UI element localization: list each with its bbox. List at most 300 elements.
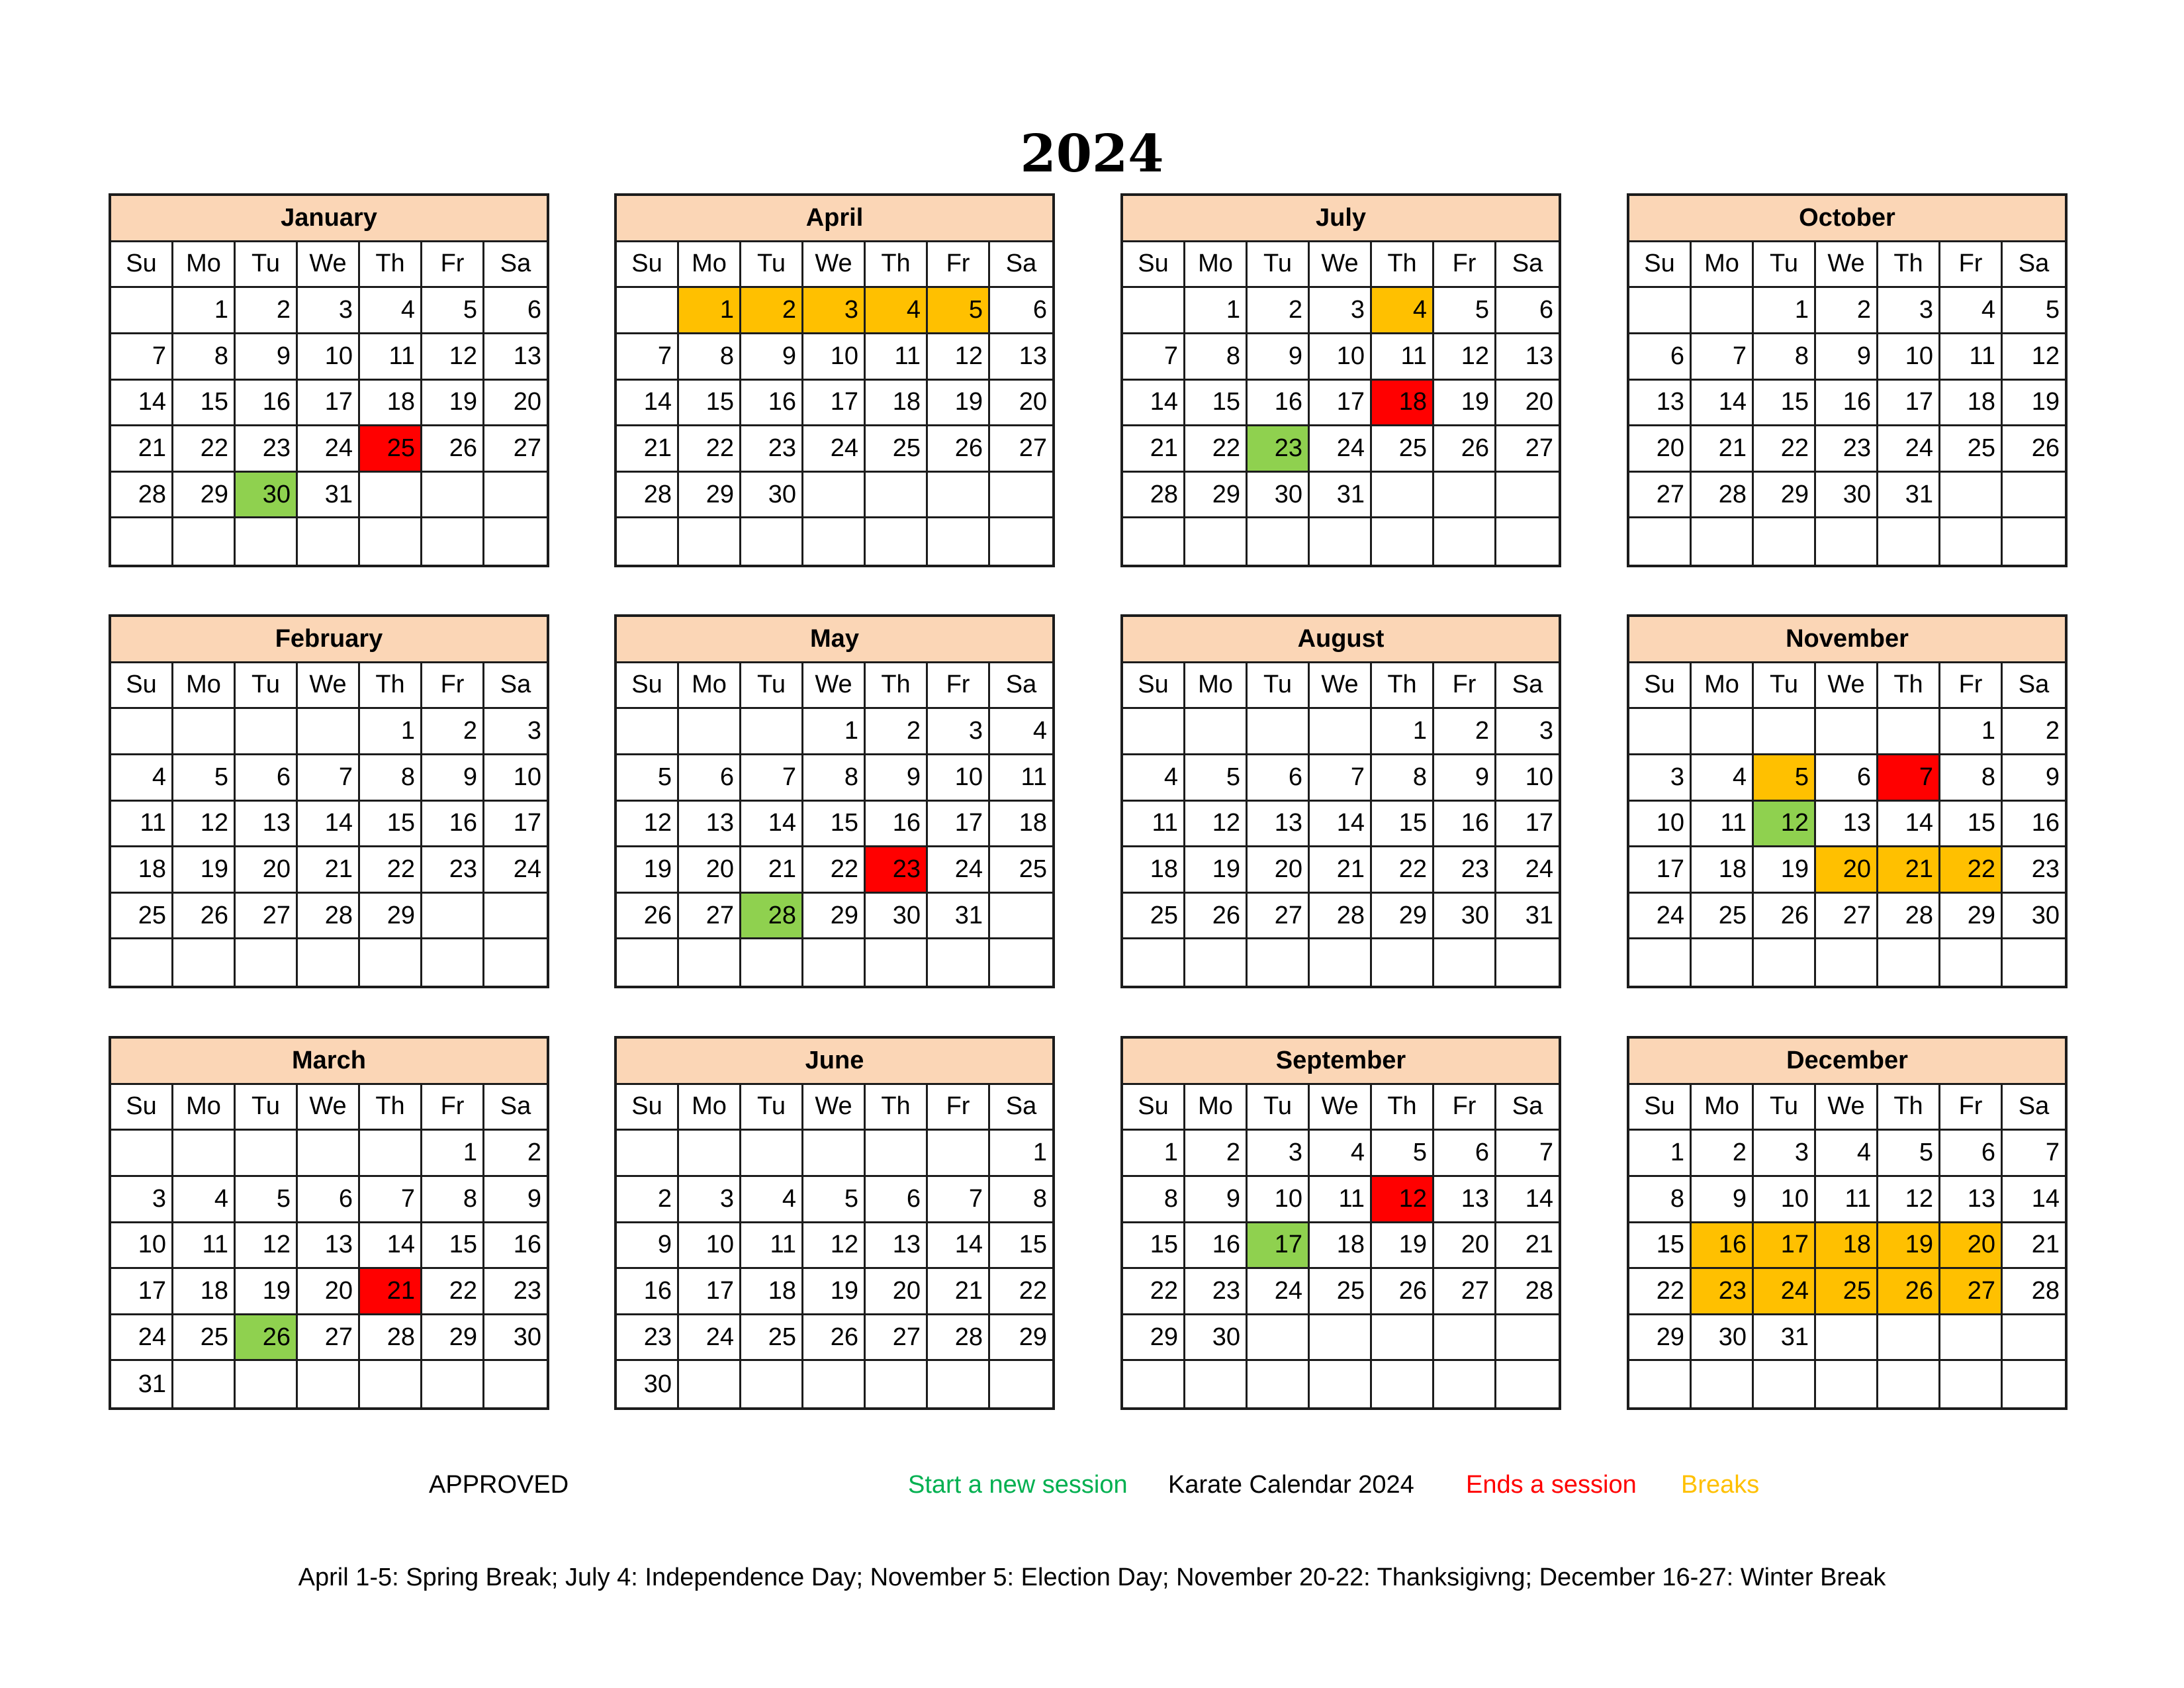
- weekday-label: Th: [1878, 663, 1940, 710]
- day-cell: 17: [928, 802, 990, 848]
- empty-cell: [1310, 518, 1372, 565]
- day-cell: 20: [866, 1269, 928, 1315]
- day-cell: 5: [422, 288, 484, 334]
- weekday-label: Mo: [1692, 663, 1754, 710]
- day-cell: 21: [1496, 1223, 1559, 1270]
- day-cell: 3: [1878, 288, 1940, 334]
- month-name: July: [1123, 196, 1559, 242]
- day-cell: 28: [360, 1315, 422, 1362]
- day-cell: 29: [679, 473, 741, 519]
- empty-cell: [1754, 939, 1816, 986]
- day-cell: 27: [236, 894, 298, 940]
- day-cell: 21: [1123, 426, 1185, 473]
- day-cell: 29: [1185, 473, 1248, 519]
- empty-cell: [1248, 1361, 1310, 1407]
- empty-cell: [1816, 518, 1878, 565]
- day-cell: 14: [1878, 802, 1940, 848]
- day-cell: 16: [484, 1223, 547, 1270]
- day-cell: 1: [1123, 1131, 1185, 1177]
- day-cell: 22: [990, 1269, 1052, 1315]
- day-cell: 20: [236, 847, 298, 894]
- day-cell: 4: [360, 288, 422, 334]
- weekday-label: Mo: [1692, 242, 1754, 289]
- day-cell: 22: [173, 426, 236, 473]
- day-cell: 9: [1185, 1177, 1248, 1223]
- weekday-label: Th: [1372, 663, 1434, 710]
- day-cell: 14: [1123, 381, 1185, 427]
- day-cell: 20: [1940, 1223, 2003, 1270]
- legend-approved: APPROVED: [429, 1471, 569, 1499]
- day-cell: 20: [1434, 1223, 1496, 1270]
- day-cell: 17: [1496, 802, 1559, 848]
- day-cell: 14: [1496, 1177, 1559, 1223]
- empty-cell: [866, 518, 928, 565]
- day-cell: 20: [679, 847, 741, 894]
- day-cell: 6: [1629, 334, 1692, 381]
- day-cell: 10: [298, 334, 360, 381]
- month-name: February: [111, 617, 547, 663]
- day-cell: 18: [173, 1269, 236, 1315]
- day-cell: 12: [1372, 1177, 1434, 1223]
- day-cell: 8: [1629, 1177, 1692, 1223]
- day-cell: 20: [484, 381, 547, 427]
- weekday-label: Su: [1123, 242, 1185, 289]
- day-cell: 24: [1248, 1269, 1310, 1315]
- day-cell: 21: [741, 847, 803, 894]
- day-cell: 13: [298, 1223, 360, 1270]
- day-cell: 16: [1434, 802, 1496, 848]
- weekday-label: Sa: [1496, 1085, 1559, 1131]
- day-cell: 25: [866, 426, 928, 473]
- weekday-label: Tu: [741, 663, 803, 710]
- day-cell: 15: [360, 802, 422, 848]
- empty-cell: [1310, 709, 1372, 755]
- day-cell: 3: [1248, 1131, 1310, 1177]
- day-cell: 11: [360, 334, 422, 381]
- day-cell: 10: [1754, 1177, 1816, 1223]
- day-cell: 15: [1123, 1223, 1185, 1270]
- empty-cell: [990, 939, 1052, 986]
- month-name: April: [617, 196, 1052, 242]
- day-cell: 15: [1185, 381, 1248, 427]
- empty-cell: [360, 518, 422, 565]
- day-cell: 22: [422, 1269, 484, 1315]
- empty-cell: [1878, 939, 1940, 986]
- day-cell: 28: [2003, 1269, 2065, 1315]
- day-cell: 5: [1372, 1131, 1434, 1177]
- month-name: May: [617, 617, 1052, 663]
- day-cell: 12: [422, 334, 484, 381]
- empty-cell: [1372, 1361, 1434, 1407]
- day-cell: 5: [928, 288, 990, 334]
- day-cell: 18: [866, 381, 928, 427]
- day-cell: 8: [1185, 334, 1248, 381]
- day-cell: 2: [422, 709, 484, 755]
- empty-cell: [298, 709, 360, 755]
- weekday-label: Mo: [173, 1085, 236, 1131]
- day-cell: 15: [1629, 1223, 1692, 1270]
- day-cell: 28: [1692, 473, 1754, 519]
- weekday-label: We: [298, 1085, 360, 1131]
- weekday-label: Th: [866, 242, 928, 289]
- day-cell: 20: [1629, 426, 1692, 473]
- empty-cell: [360, 1361, 422, 1407]
- day-cell: 30: [1434, 894, 1496, 940]
- day-cell: 4: [741, 1177, 803, 1223]
- day-cell: 11: [111, 802, 173, 848]
- empty-cell: [617, 1131, 679, 1177]
- day-cell: 16: [1185, 1223, 1248, 1270]
- day-cell: 19: [803, 1269, 866, 1315]
- empty-cell: [298, 939, 360, 986]
- day-cell: 13: [1496, 334, 1559, 381]
- day-cell: 28: [111, 473, 173, 519]
- weekday-label: Tu: [1248, 242, 1310, 289]
- weekday-label: Su: [617, 242, 679, 289]
- day-cell: 3: [679, 1177, 741, 1223]
- empty-cell: [1123, 939, 1185, 986]
- day-cell: 17: [1754, 1223, 1816, 1270]
- day-cell: 8: [360, 755, 422, 802]
- day-cell: 30: [617, 1361, 679, 1407]
- day-cell: 21: [360, 1269, 422, 1315]
- empty-cell: [803, 939, 866, 986]
- day-cell: 22: [803, 847, 866, 894]
- day-cell: 26: [1434, 426, 1496, 473]
- day-cell: 6: [298, 1177, 360, 1223]
- day-cell: 21: [928, 1269, 990, 1315]
- weekday-label: We: [298, 663, 360, 710]
- day-cell: 5: [1878, 1131, 1940, 1177]
- weekday-label: Fr: [1434, 663, 1496, 710]
- empty-cell: [484, 894, 547, 940]
- day-cell: 16: [1248, 381, 1310, 427]
- day-cell: 15: [679, 381, 741, 427]
- weekday-label: Fr: [422, 242, 484, 289]
- day-cell: 17: [1878, 381, 1940, 427]
- weekday-label: Sa: [484, 242, 547, 289]
- day-cell: 19: [1185, 847, 1248, 894]
- day-cell: 22: [1123, 1269, 1185, 1315]
- day-cell: 7: [1692, 334, 1754, 381]
- day-cell: 27: [1434, 1269, 1496, 1315]
- day-cell: 24: [298, 426, 360, 473]
- day-cell: 5: [1754, 755, 1816, 802]
- empty-cell: [1496, 1361, 1559, 1407]
- day-cell: 4: [111, 755, 173, 802]
- day-cell: 29: [990, 1315, 1052, 1362]
- day-cell: 28: [1123, 473, 1185, 519]
- empty-cell: [928, 1361, 990, 1407]
- day-cell: 13: [990, 334, 1052, 381]
- empty-cell: [1185, 709, 1248, 755]
- day-cell: 24: [803, 426, 866, 473]
- weekday-label: Su: [111, 242, 173, 289]
- day-cell: 26: [1754, 894, 1816, 940]
- empty-cell: [360, 473, 422, 519]
- weekday-label: Fr: [928, 1085, 990, 1131]
- weekday-label: Tu: [1248, 1085, 1310, 1131]
- day-cell: 6: [484, 288, 547, 334]
- day-cell: 27: [484, 426, 547, 473]
- weekday-label: We: [803, 242, 866, 289]
- day-cell: 23: [866, 847, 928, 894]
- day-cell: 23: [1185, 1269, 1248, 1315]
- empty-cell: [1310, 1361, 1372, 1407]
- empty-cell: [422, 1361, 484, 1407]
- day-cell: 6: [1434, 1131, 1496, 1177]
- day-cell: 10: [1496, 755, 1559, 802]
- day-cell: 24: [928, 847, 990, 894]
- empty-cell: [990, 894, 1052, 940]
- empty-cell: [422, 894, 484, 940]
- empty-cell: [928, 1131, 990, 1177]
- empty-cell: [866, 1361, 928, 1407]
- empty-cell: [422, 473, 484, 519]
- day-cell: 26: [617, 894, 679, 940]
- day-cell: 18: [1940, 381, 2003, 427]
- day-cell: 23: [236, 426, 298, 473]
- empty-cell: [741, 1361, 803, 1407]
- weekday-label: Su: [617, 1085, 679, 1131]
- weekday-label: We: [1816, 242, 1878, 289]
- day-cell: 13: [1629, 381, 1692, 427]
- empty-cell: [928, 518, 990, 565]
- weekday-label: Mo: [173, 663, 236, 710]
- weekday-label: Tu: [741, 242, 803, 289]
- day-cell: 29: [422, 1315, 484, 1362]
- day-cell: 16: [422, 802, 484, 848]
- day-cell: 12: [1434, 334, 1496, 381]
- empty-cell: [617, 939, 679, 986]
- day-cell: 1: [1372, 709, 1434, 755]
- day-cell: 30: [484, 1315, 547, 1362]
- day-cell: 15: [1372, 802, 1434, 848]
- weekday-label: Su: [1123, 1085, 1185, 1131]
- empty-cell: [741, 709, 803, 755]
- day-cell: 30: [741, 473, 803, 519]
- day-cell: 9: [1248, 334, 1310, 381]
- weekday-label: Fr: [928, 663, 990, 710]
- weekday-label: Th: [360, 1085, 422, 1131]
- day-cell: 29: [1123, 1315, 1185, 1362]
- day-cell: 7: [1878, 755, 1940, 802]
- day-cell: 1: [1940, 709, 2003, 755]
- day-cell: 14: [617, 381, 679, 427]
- empty-cell: [422, 939, 484, 986]
- day-cell: 21: [111, 426, 173, 473]
- day-cell: 1: [1629, 1131, 1692, 1177]
- month-june: [614, 1036, 1055, 1410]
- empty-cell: [1434, 1315, 1496, 1362]
- day-cell: 29: [1629, 1315, 1692, 1362]
- day-cell: 5: [617, 755, 679, 802]
- empty-cell: [1248, 518, 1310, 565]
- empty-cell: [617, 288, 679, 334]
- day-cell: 13: [236, 802, 298, 848]
- day-cell: 22: [679, 426, 741, 473]
- day-cell: 14: [2003, 1177, 2065, 1223]
- month-february: [109, 614, 549, 988]
- day-cell: 5: [803, 1177, 866, 1223]
- empty-cell: [1248, 709, 1310, 755]
- day-cell: 15: [173, 381, 236, 427]
- day-cell: 10: [1629, 802, 1692, 848]
- weekday-label: Sa: [2003, 242, 2065, 289]
- day-cell: 1: [360, 709, 422, 755]
- weekday-label: Th: [1878, 242, 1940, 289]
- day-cell: 7: [298, 755, 360, 802]
- weekday-label: Su: [1629, 1085, 1692, 1131]
- day-cell: 18: [360, 381, 422, 427]
- day-cell: 16: [2003, 802, 2065, 848]
- day-cell: 3: [928, 709, 990, 755]
- empty-cell: [111, 939, 173, 986]
- weekday-label: Mo: [173, 242, 236, 289]
- day-cell: 17: [1629, 847, 1692, 894]
- weekday-label: Th: [1372, 1085, 1434, 1131]
- weekday-label: Mo: [679, 663, 741, 710]
- day-cell: 29: [1754, 473, 1816, 519]
- day-cell: 30: [2003, 894, 2065, 940]
- month-may: [614, 614, 1055, 988]
- day-cell: 2: [2003, 709, 2065, 755]
- empty-cell: [617, 518, 679, 565]
- empty-cell: [1629, 1361, 1692, 1407]
- day-cell: 2: [1816, 288, 1878, 334]
- day-cell: 7: [617, 334, 679, 381]
- day-cell: 8: [422, 1177, 484, 1223]
- day-cell: 18: [1372, 381, 1434, 427]
- day-cell: 4: [1940, 288, 2003, 334]
- day-cell: 12: [617, 802, 679, 848]
- day-cell: 23: [1248, 426, 1310, 473]
- day-cell: 23: [1434, 847, 1496, 894]
- weekday-label: We: [803, 663, 866, 710]
- day-cell: 25: [1816, 1269, 1878, 1315]
- day-cell: 11: [1310, 1177, 1372, 1223]
- empty-cell: [1692, 709, 1754, 755]
- empty-cell: [111, 288, 173, 334]
- empty-cell: [1940, 1361, 2003, 1407]
- day-cell: 16: [866, 802, 928, 848]
- weekday-label: Tu: [1754, 1085, 1816, 1131]
- weekday-label: We: [1310, 663, 1372, 710]
- day-cell: 16: [741, 381, 803, 427]
- month-april: [614, 193, 1055, 567]
- empty-cell: [679, 1131, 741, 1177]
- empty-cell: [741, 518, 803, 565]
- weekday-label: Tu: [236, 242, 298, 289]
- day-cell: 17: [298, 381, 360, 427]
- day-cell: 21: [1692, 426, 1754, 473]
- day-cell: 7: [360, 1177, 422, 1223]
- day-cell: 13: [484, 334, 547, 381]
- day-cell: 18: [741, 1269, 803, 1315]
- day-cell: 29: [360, 894, 422, 940]
- day-cell: 25: [1372, 426, 1434, 473]
- day-cell: 21: [1310, 847, 1372, 894]
- empty-cell: [422, 518, 484, 565]
- day-cell: 16: [1816, 381, 1878, 427]
- empty-cell: [484, 518, 547, 565]
- day-cell: 27: [1816, 894, 1878, 940]
- empty-cell: [1185, 1361, 1248, 1407]
- day-cell: 2: [741, 288, 803, 334]
- empty-cell: [803, 473, 866, 519]
- day-cell: 22: [1940, 847, 2003, 894]
- day-cell: 14: [360, 1223, 422, 1270]
- weekday-label: Sa: [990, 1085, 1052, 1131]
- day-cell: 4: [1310, 1131, 1372, 1177]
- day-cell: 9: [422, 755, 484, 802]
- empty-cell: [1310, 1315, 1372, 1362]
- day-cell: 24: [1310, 426, 1372, 473]
- day-cell: 28: [298, 894, 360, 940]
- weekday-label: Mo: [679, 1085, 741, 1131]
- weekday-label: Su: [111, 1085, 173, 1131]
- weekday-label: Mo: [1692, 1085, 1754, 1131]
- day-cell: 30: [866, 894, 928, 940]
- empty-cell: [1248, 939, 1310, 986]
- day-cell: 4: [173, 1177, 236, 1223]
- day-cell: 17: [1248, 1223, 1310, 1270]
- weekday-label: Th: [1372, 242, 1434, 289]
- day-cell: 6: [1816, 755, 1878, 802]
- empty-cell: [803, 1361, 866, 1407]
- weekday-label: Sa: [2003, 663, 2065, 710]
- weekday-label: Mo: [1185, 1085, 1248, 1131]
- day-cell: 17: [1310, 381, 1372, 427]
- day-cell: 21: [1878, 847, 1940, 894]
- day-cell: 12: [803, 1223, 866, 1270]
- weekday-label: Fr: [422, 663, 484, 710]
- empty-cell: [1123, 518, 1185, 565]
- empty-cell: [1123, 1361, 1185, 1407]
- day-cell: 1: [679, 288, 741, 334]
- day-cell: 10: [679, 1223, 741, 1270]
- day-cell: 24: [679, 1315, 741, 1362]
- day-cell: 5: [1434, 288, 1496, 334]
- empty-cell: [866, 939, 928, 986]
- day-cell: 11: [1816, 1177, 1878, 1223]
- day-cell: 5: [173, 755, 236, 802]
- day-cell: 26: [803, 1315, 866, 1362]
- legend-end-session: Ends a session: [1466, 1471, 1637, 1499]
- weekday-label: Sa: [484, 663, 547, 710]
- weekday-label: We: [803, 1085, 866, 1131]
- day-cell: 13: [1434, 1177, 1496, 1223]
- day-cell: 7: [741, 755, 803, 802]
- empty-cell: [1754, 1361, 1816, 1407]
- empty-cell: [1496, 518, 1559, 565]
- day-cell: 12: [1754, 802, 1816, 848]
- day-cell: 9: [1692, 1177, 1754, 1223]
- month-october: [1627, 193, 2068, 567]
- day-cell: 12: [1878, 1177, 1940, 1223]
- day-cell: 11: [1940, 334, 2003, 381]
- empty-cell: [2003, 1315, 2065, 1362]
- empty-cell: [1692, 939, 1754, 986]
- empty-cell: [173, 709, 236, 755]
- page-title: 2024: [1020, 124, 1164, 184]
- month-name: October: [1629, 196, 2065, 242]
- day-cell: 31: [1310, 473, 1372, 519]
- day-cell: 25: [990, 847, 1052, 894]
- day-cell: 10: [1878, 334, 1940, 381]
- empty-cell: [173, 1131, 236, 1177]
- day-cell: 27: [1496, 426, 1559, 473]
